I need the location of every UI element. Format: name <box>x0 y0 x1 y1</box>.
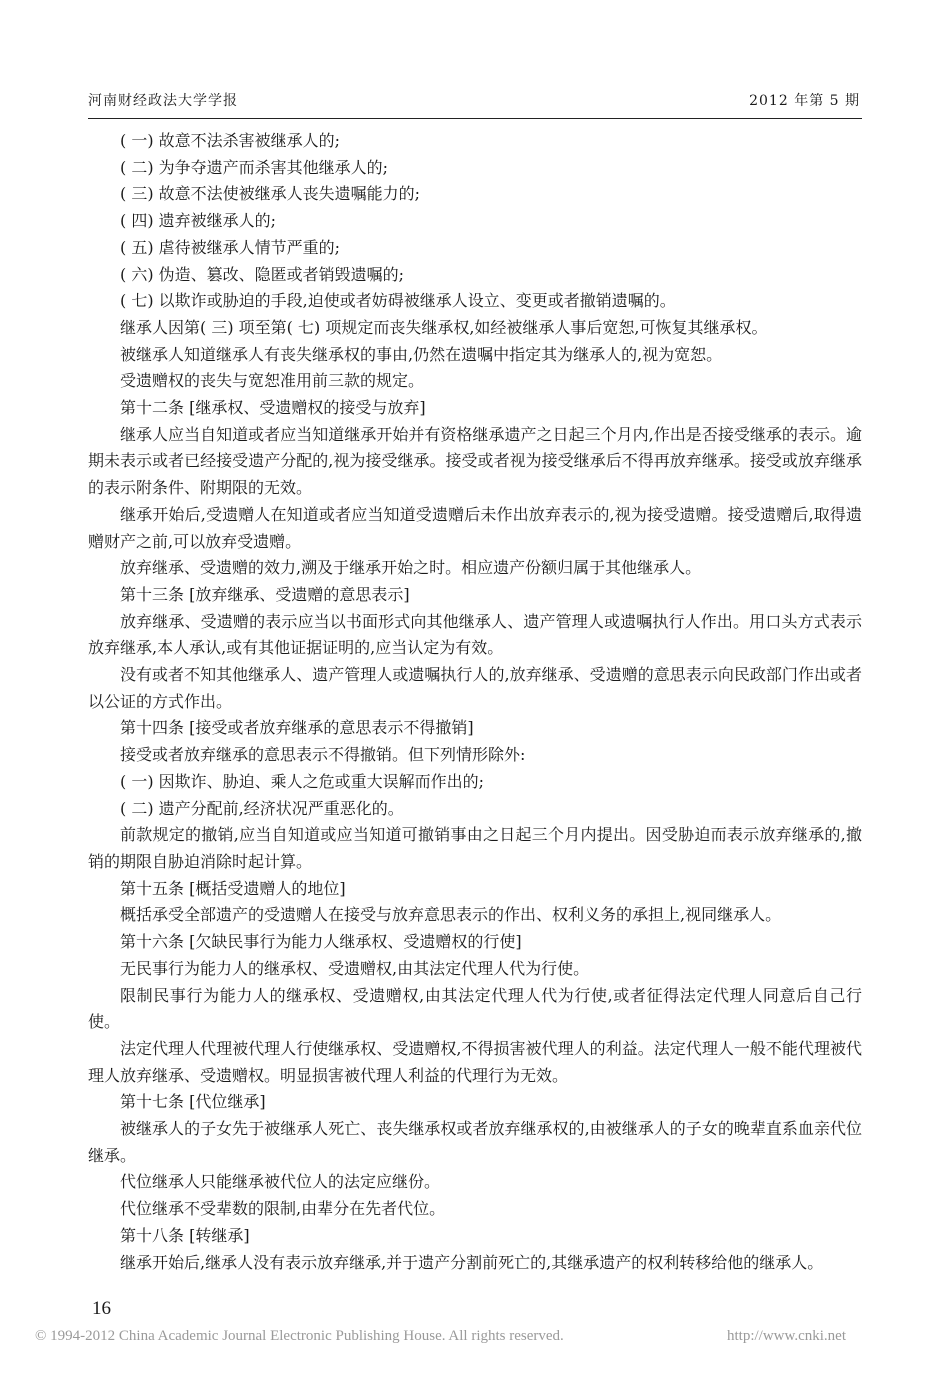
paragraph: 放弃继承、受遗赠的表示应当以书面形式向其他继承人、遗产管理人或遗嘱执行人作出。用口头方式表示放弃继承,本人承认,或有其他证据证明的,应当认定为有效。 <box>88 611 862 658</box>
paragraph: 无民事行为能力人的继承权、受遗赠权,由其法定代理人代为行使。 <box>120 958 590 978</box>
paragraph: ( 七) 以欺诈或胁迫的手段,迫使或者妨碍被继承人设立、变更或者撤销遗嘱的。 <box>120 291 676 311</box>
journal-title: 河南财经政法大学学报 <box>88 93 238 109</box>
article-heading: 第十四条 [接受或者放弃继承的意思表示不得撤销] <box>120 718 474 738</box>
paragraph: ( 二) 遗产分配前,经济状况严重恶化的。 <box>120 798 404 818</box>
article-heading: 第十六条 [欠缺民事行为能力人继承权、受遗赠权的行使] <box>120 932 522 952</box>
paragraph: 前款规定的撤销,应当自知道或应当知道可撤销事由之日起三个月内提出。因受胁迫而表示放弃继承的,撤销的期限自胁迫消除时起计算。 <box>88 825 862 871</box>
paragraph: 放弃继承、受遗赠的效力,溯及于继承开始之时。相应遗产份额归属于其他继承人。 <box>120 558 702 578</box>
paragraph: 没有或者不知其他继承人、遗产管理人或遗嘱执行人的,放弃继承、受遗赠的意思表示向民政部门作出或者以公证的方式作出。 <box>88 665 862 711</box>
paragraph: 被继承人的子女先于被继承人死亡、丧失继承权或者放弃继承权的,由被继承人的子女的晚辈直系血亲代位继承。 <box>88 1119 862 1165</box>
footer-url[interactable]: http://www.cnki.net <box>727 1328 847 1344</box>
paragraph: ( 五) 虐待被继承人情节严重的; <box>120 237 341 257</box>
paragraph: ( 三) 故意不法使被继承人丧失遗嘱能力的; <box>120 184 421 204</box>
paragraph: 受遗赠权的丧失与宽恕准用前三款的规定。 <box>120 371 425 391</box>
article-heading: 第十八条 [转继承] <box>120 1225 250 1245</box>
article-heading: 第十七条 [代位继承] <box>120 1092 266 1112</box>
paragraph: ( 六) 伪造、篡改、隐匿或者销毁遗嘱的; <box>120 264 405 284</box>
paragraph: ( 一) 故意不法杀害被继承人的; <box>120 131 341 150</box>
paragraph: 被继承人知道继承人有丧失继承权的事由,仍然在遗嘱中指定其为继承人的,视为宽恕。 <box>120 344 723 364</box>
article-heading: 第十三条 [放弃继承、受遗赠的意思表示] <box>120 584 410 604</box>
paragraph: ( 四) 遗弃被继承人的; <box>120 211 277 231</box>
copyright-footer <box>35 1328 915 1345</box>
paragraph: 限制民事行为能力人的继承权、受遗赠权,由其法定代理人代为行使,或者征得法定代理人同意后自己行使。 <box>88 985 862 1032</box>
article-body <box>88 128 862 1276</box>
issue-label: 2012 年第 5 期 <box>749 93 860 109</box>
paragraph: ( 一) 因欺诈、胁迫、乘人之危或重大误解而作出的; <box>120 771 485 791</box>
paragraph: 代位继承人只能继承被代位人的法定应继份。 <box>120 1172 441 1192</box>
paragraph: 法定代理人代理被代理人行使继承权、受遗赠权,不得损害被代理人的利益。法定代理人一般不能代理被代理人放弃继承、受遗赠权。明显损害被代理人利益的代理行为无效。 <box>88 1038 862 1085</box>
paragraph: 继承开始后,受遗赠人在知道或者应当知道受遗赠后未作出放弃表示的,视为接受遗赠。接受遗赠后,取得遗赠财产之前,可以放弃受遗赠。 <box>88 504 862 551</box>
copyright-text: © 1994-2012 China Academic Journal Electronic Publishing House. All rights reserved. <box>35 1328 564 1344</box>
page-number: 16 <box>92 1298 111 1319</box>
paragraph: ( 二) 为争夺遗产而杀害其他继承人的; <box>120 157 389 177</box>
paragraph: 继承开始后,继承人没有表示放弃继承,并于遗产分割前死亡的,其继承遗产的权利转移给他的继承人。 <box>120 1252 824 1272</box>
article-heading: 第十二条 [继承权、受遗赠权的接受与放弃] <box>120 398 426 418</box>
paragraph: 代位继承不受辈数的限制,由辈分在先者代位。 <box>120 1199 446 1219</box>
paragraph: 接受或者放弃继承的意思表示不得撤销。但下列情形除外: <box>120 745 526 765</box>
paragraph: 继承人应当自知道或者应当知道继承开始并有资格继承遗产之日起三个月内,作出是否接受继承的表示。逾期未表示或者已经接受遗产分配的,视为接受继承。接受或者视为接受继承后不得再放弃继承。接受或放弃继承的表示附条件、附期限的无效。 <box>88 424 862 498</box>
paragraph: 继承人因第( 三) 项至第( 七) 项规定而丧失继承权,如经被继承人事后宽恕,可恢复其继承权。 <box>120 317 768 337</box>
header-rule <box>88 118 862 119</box>
paragraph: 概括承受全部遗产的受遗赠人在接受与放弃意思表示的作出、权利义务的承担上,视同继承人。 <box>120 905 782 925</box>
article-heading: 第十五条 [概括受遗赠人的地位] <box>120 878 346 898</box>
